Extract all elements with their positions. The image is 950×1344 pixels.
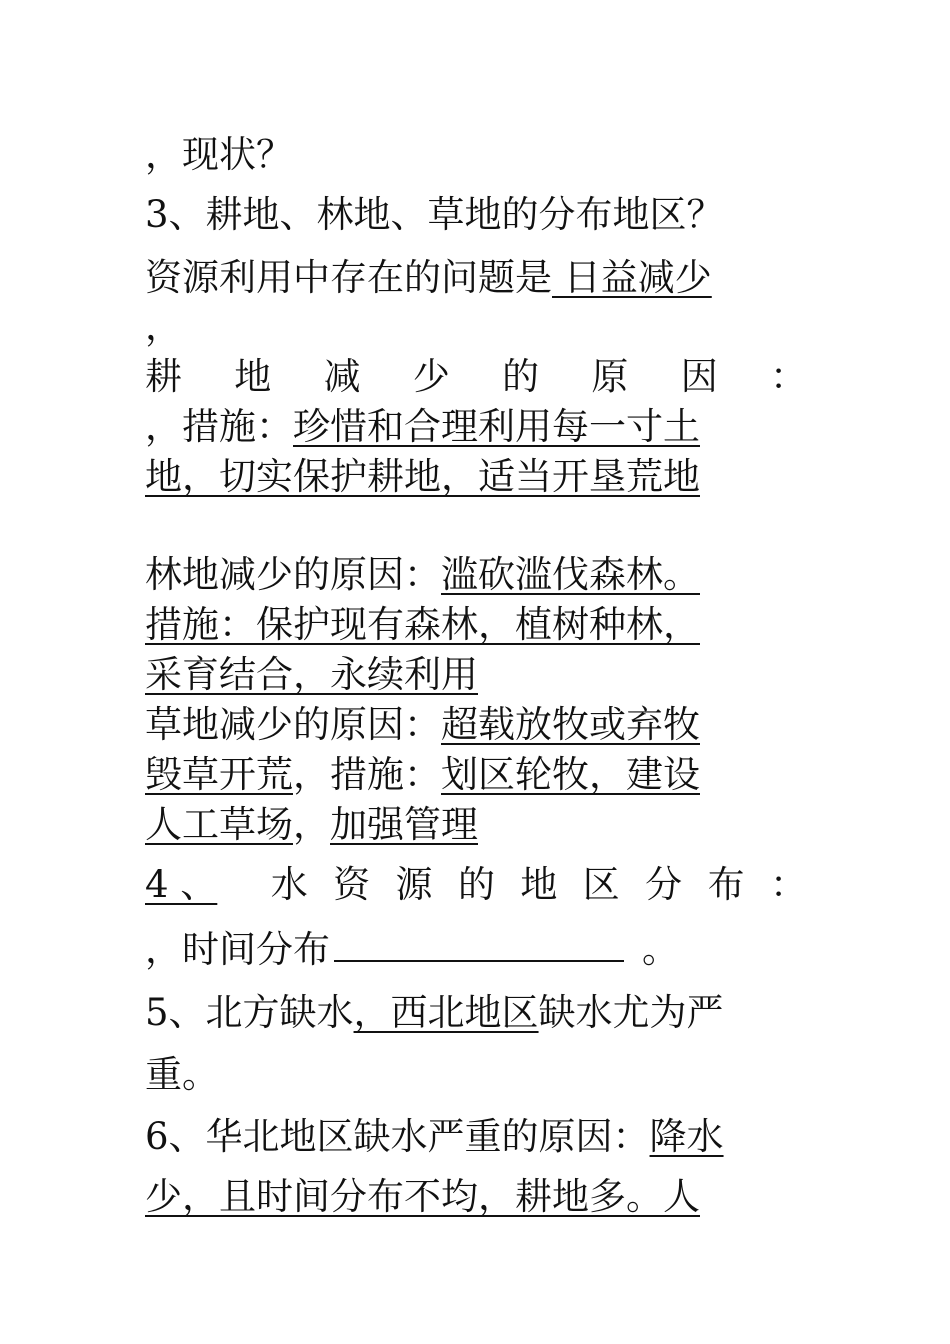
answer-blank [334,926,624,962]
line-text: ，现状？ [145,133,293,176]
line-text: 6、华北地区缺水严重的原因： [145,1115,650,1158]
char: 水 [270,863,308,906]
line-text: 。 [642,928,679,971]
char: 资 [333,863,371,906]
char: 少 [412,355,450,398]
char: 地 [520,863,558,906]
answer-text: 措施：保护现有森林，植树种林， [145,603,700,646]
char: ： [769,355,807,398]
text-line [145,302,807,352]
answer-text: 珍惜和合理利用每一寸土 [293,405,700,448]
answer-text: 滥砍滥伐森林。 [441,553,700,596]
char: ： [769,863,807,906]
text-line [145,452,807,502]
answer-text: 少，且时间分布不均，耕地多。人 [145,1175,700,1218]
question-number: 4 、 [145,863,218,906]
answer-text: 人工草场 [145,803,293,846]
char: 的 [502,355,540,398]
text-line [145,130,807,180]
line-text: ，时间分布 [145,928,330,971]
char: 区 [582,863,620,906]
char: 分 [645,863,683,906]
answer-text: 采育结合，永续利用 [145,653,478,696]
char: 原 [591,355,629,398]
answer-text: 毁草开荒 [145,753,293,796]
answer-text: 地，切实保护耕地，适当开垦荒地 [145,455,700,498]
answer-text: ，西北地区 [353,991,539,1034]
question-3 [145,190,807,240]
text-line [145,700,807,750]
answer-text: 加强管理 [330,803,478,846]
line-text: 重。 [145,1053,219,1096]
char: 的 [457,863,495,906]
line-text: ， [293,803,330,846]
farmland-reason-line [145,352,807,402]
text-line [145,600,807,650]
char: 耕 [145,355,182,398]
text-line [145,650,807,700]
answer-text: 降水 [649,1115,724,1158]
char: 减 [323,355,361,398]
line-text: ，措施： [145,405,293,448]
text-line [145,925,807,975]
answer-text: 日益减少 [552,256,712,299]
line-text: 3、耕地、林地、草地的分布地区？ [145,193,724,236]
question-6 [145,1112,807,1162]
answer-text: 划区轮牧，建设 [441,753,700,796]
text-line [145,800,807,850]
char: 因 [680,355,718,398]
line-text: 草地减少的原因： [145,703,441,746]
char: 地 [234,355,272,398]
line-text: 林地减少的原因： [145,553,441,596]
char: 布 [707,863,745,906]
line-text: 缺水尤为严 [538,991,724,1034]
text-line [145,550,807,600]
line-text: 5、北方缺水 [145,991,354,1034]
text-line [145,253,807,303]
question-4 [145,860,807,910]
line-text: ，措施： [293,753,441,796]
answer-text: 超载放牧或弃牧 [441,703,700,746]
text-line [145,750,807,800]
line-text: ， [145,305,182,348]
text-line [145,1172,807,1222]
line-text: 资源利用中存在的问题是 [145,256,552,299]
text-line [145,1050,807,1100]
question-5 [145,988,807,1038]
char: 源 [395,863,433,906]
text-line [145,402,807,452]
